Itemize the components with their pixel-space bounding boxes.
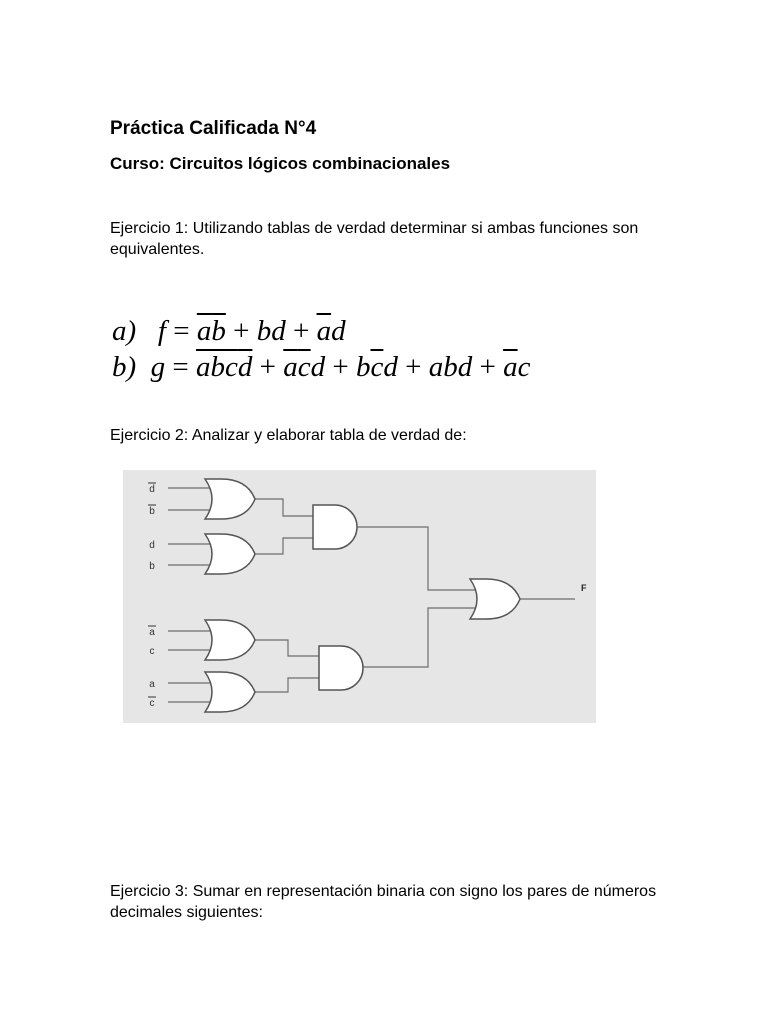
circuit-input-label: c [149, 646, 155, 657]
formula-b-label: b) [112, 351, 137, 383]
course-heading: Curso: Circuitos lógicos combinacionales [110, 154, 451, 173]
circuit-input-label: c [149, 698, 155, 709]
circuit-input-label: d [149, 484, 155, 495]
formula-a-expression: $f = \overline{a}\overline{b}$ + bd + $\overline{a}d$ [157, 315, 346, 347]
and-gate-2 [319, 646, 363, 690]
exercise-1-text: Ejercicio 1: Utilizando tablas de verdad determinar si ambas funciones son equivalentes. [110, 220, 639, 258]
formula-b [112, 349, 530, 385]
circuit-input-label: b [149, 506, 155, 517]
formula-b-expression: $g = \overline{a}\overline{b}\overline{c}\overline{d} + \overline{a}\overline{c}d + b\overline{c}d$ + abd + $\overline{a}c$ [150, 351, 531, 383]
circuit-input-label: d [149, 540, 155, 551]
formula-a-label: a) [112, 315, 137, 347]
circuit-background [123, 470, 596, 723]
circuit-input-label: a [149, 627, 155, 638]
page-title: Práctica Calificada N°4 [110, 118, 317, 139]
formula-a [112, 313, 346, 349]
exercise-3-text: Ejercicio 3: Sumar en representación binaria con signo los pares de números decimales siguientes: [110, 883, 657, 921]
logic-circuit-diagram [123, 470, 596, 723]
circuit-input-label: a [149, 679, 155, 690]
output-label-f: F [581, 583, 587, 593]
exercise-2-text: Ejercicio 2: Analizar y elaborar tabla de verdad de: [110, 427, 467, 444]
and-gate-1 [313, 505, 357, 549]
circuit-input-label: b [149, 561, 155, 572]
